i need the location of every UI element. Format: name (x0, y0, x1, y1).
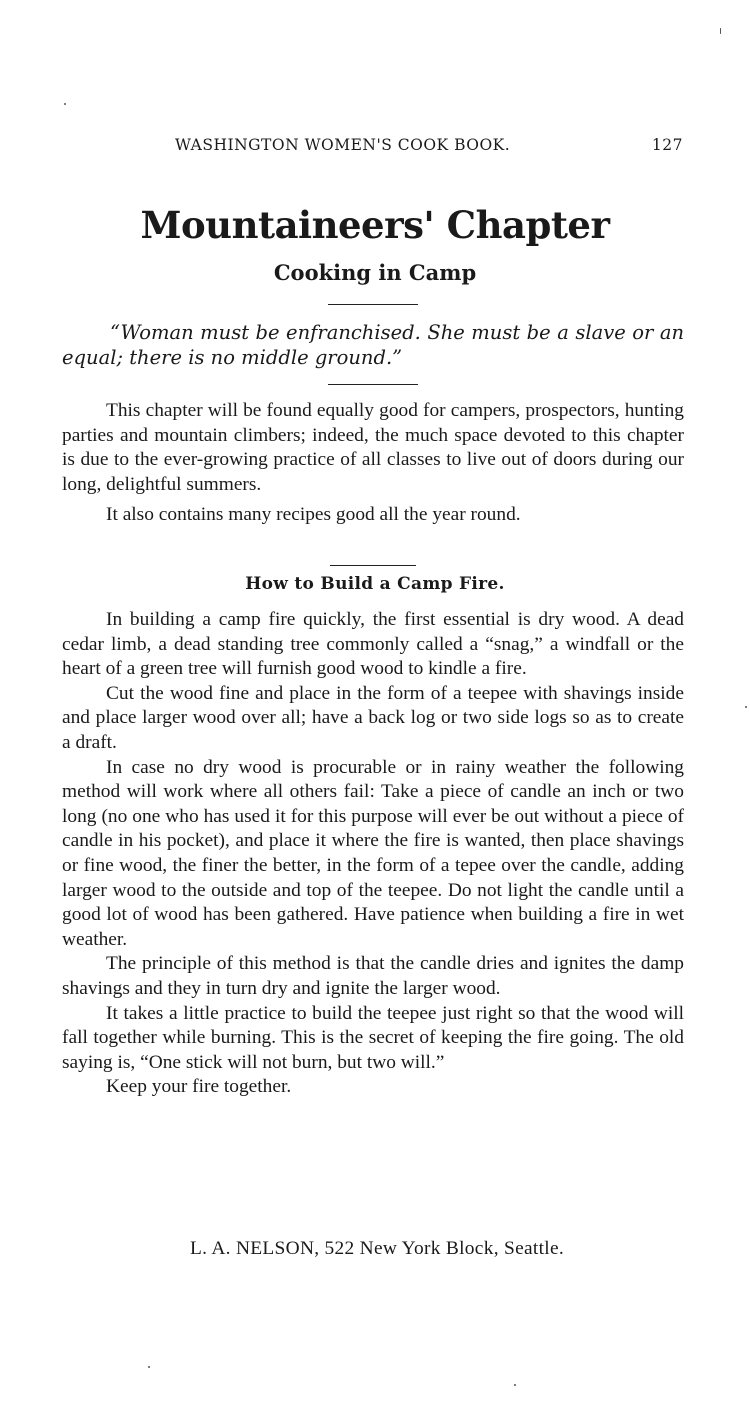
body-paragraph: Keep your fire together. (106, 1076, 292, 1098)
body-paragraph: Cut the wood fine and place in the form of a teepee with shavings inside and place larger wood over all; have a back log or two side logs so as to create a draft. (62, 682, 684, 753)
section-heading: How to Build a Camp Fire. (245, 574, 505, 594)
body-paragraph: It takes a little practice to build the teepee just right so that the wood will fall together while burning. This is the secret of keeping the fire going. The old saying is, “One stick will not burn, but two will.” (62, 1002, 684, 1073)
scan-speck (64, 103, 66, 105)
intro-paragraph: It also contains many recipes good all the year round. (106, 504, 521, 526)
chapter-title: Mountaineers' Chapter (140, 203, 610, 247)
recipe-signature: L. A. NELSON, 522 New York Block, Seattle. (190, 1238, 565, 1259)
body-paragraph: The principle of this method is that the candle dries and ignites the damp shavings and they in turn dry and ignite the larger wood. (62, 953, 684, 999)
scan-speck (745, 706, 747, 708)
intro-paragraph: This chapter will be found equally good for campers, prospectors, hunting parties and mountain climbers; indeed, the much space devoted to this chapter is due to the ever-growing practice of all classes to live out of doors during our long, delightful summers. (62, 400, 684, 495)
section-body (62, 608, 684, 1100)
intro-text (62, 399, 684, 528)
body-paragraph: In case no dry wood is procurable or in rainy weather the following method will work where all others fail: Take a piece of candle an inch or two long (no one who has used it for this purpose will ever be out without a piece of candle in his pocket), and place it where the fire is wanted, then place shavings or fine wood, the finer the better, in the form of a tepee over the candle, adding larger wood to the outside and top of the teepee. Do not light the candle until a good lot of wood has been gathered. Have patience when building a fire in wet weather. (62, 756, 684, 950)
divider-rule (328, 304, 418, 305)
running-head-title: WASHINGTON WOMEN'S COOK BOOK. (175, 136, 511, 154)
chapter-subtitle: Cooking in Camp (273, 260, 477, 285)
page-number: 127 (651, 136, 683, 154)
divider-rule (330, 565, 416, 566)
body-paragraph: In building a camp fire quickly, the first essential is dry wood. A dead cedar limb, a dead standing tree commonly called a “snag,” a windfall or the heart of a green tree will furnish good wood to kindle a fire. (62, 609, 684, 680)
scan-speck (148, 1366, 150, 1368)
scan-speck (720, 28, 721, 34)
divider-rule (328, 384, 418, 385)
scan-speck (514, 1384, 516, 1386)
motto-quote: “Woman must be enfranchised. She must be a slave or an equal; there is no middle ground.” (62, 321, 684, 369)
